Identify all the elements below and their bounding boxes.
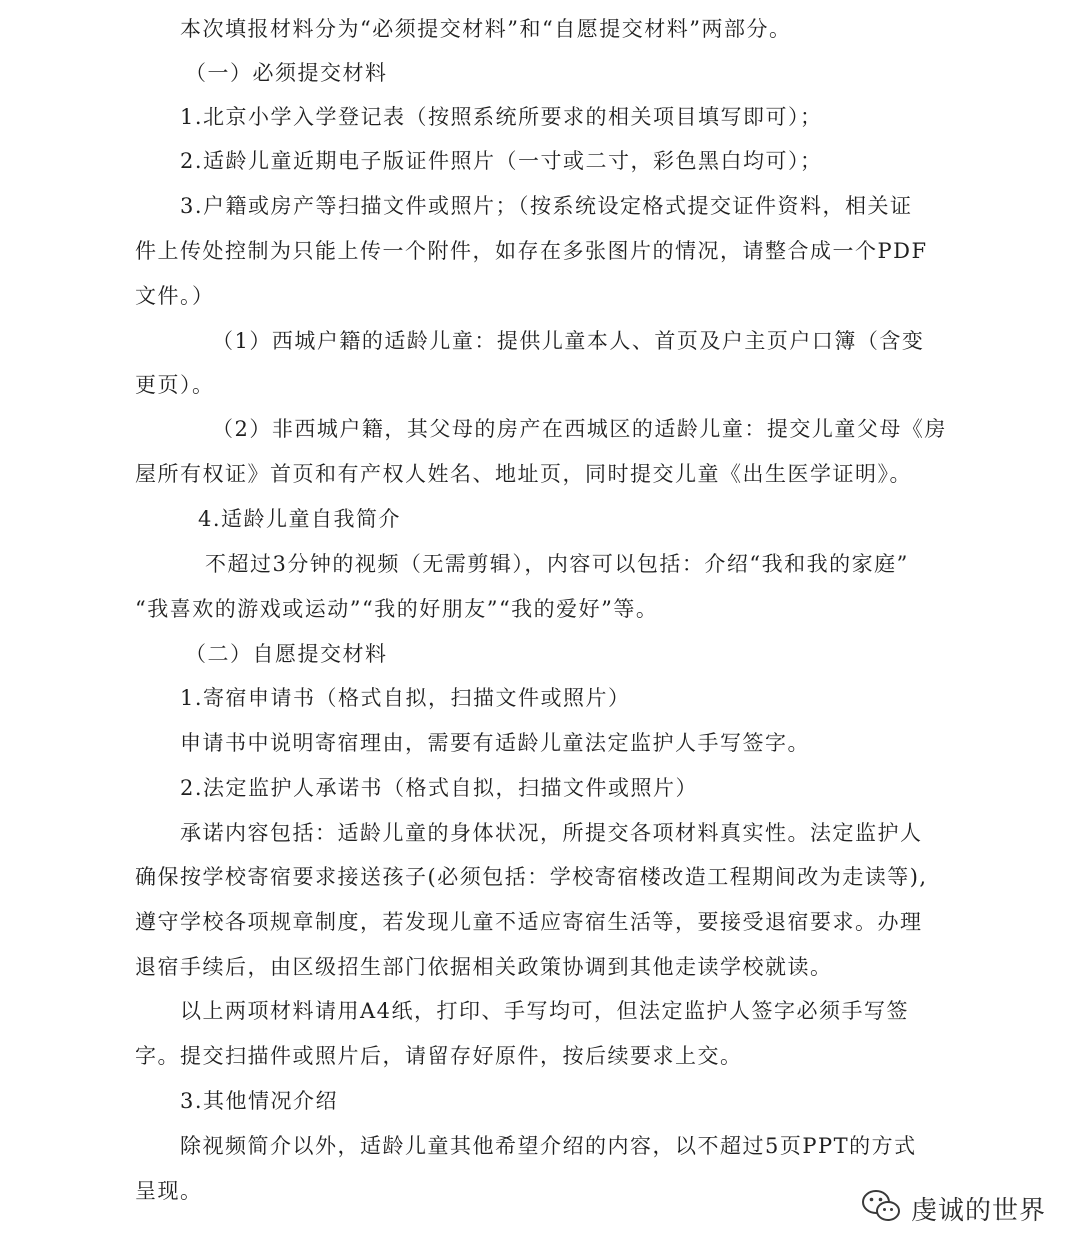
- item-2-photo: 2.适龄儿童近期电子版证件照片（一寸或二寸，彩色黑白均可）；: [180, 149, 823, 173]
- item-3-line-2: 件上传处控制为只能上传一个附件，如存在多张图片的情况，请整合成一个PDF: [135, 239, 928, 263]
- voluntary-item-2-line-1: 承诺内容包括：适龄儿童的身体状况，所提交各项材料真实性。法定监护人: [180, 821, 923, 845]
- a4-note-line-2: 字。提交扫描件或照片后，请留存好原件，按后续要求上交。: [135, 1044, 743, 1068]
- sub-item-2-line-1: （2）非西城户籍，其父母的房产在西城区的适龄儿童：提交儿童父母《房: [212, 417, 947, 441]
- a4-note-line-1: 以上两项材料请用A4纸，打印、手写均可，但法定监护人签字必须手写签: [180, 999, 910, 1023]
- watermark-text: 虔诚的世界: [910, 1195, 1046, 1226]
- intro-line: 本次填报材料分为“必须提交材料”和“自愿提交材料”两部分。: [180, 17, 792, 41]
- voluntary-item-3-line-2: 呈现。: [135, 1179, 203, 1203]
- item-1-registration-form: 1.北京小学入学登记表（按照系统所要求的相关项目填写即可）；: [180, 105, 823, 129]
- item-4-heading: 4.适龄儿童自我简介: [198, 507, 402, 531]
- voluntary-item-2: 2.法定监护人承诺书（格式自拟，扫描文件或照片）: [180, 776, 699, 800]
- voluntary-item-1: 1.寄宿申请书（格式自拟，扫描文件或照片）: [180, 686, 631, 710]
- item-4-line-1: 不超过3分钟的视频（无需剪辑），内容可以包括：介绍“我和我的家庭”: [205, 552, 909, 576]
- section-heading-voluntary: （二）自愿提交材料: [185, 642, 388, 666]
- item-3-line-3: 文件。）: [135, 284, 215, 308]
- item-3-line-1: 3.户籍或房产等扫描文件或照片；（按系统设定格式提交证件资料，相关证: [180, 194, 913, 218]
- voluntary-item-3-line-1: 除视频简介以外，适龄儿童其他希望介绍的内容，以不超过5页PPT的方式: [180, 1134, 917, 1158]
- voluntary-item-3: 3.其他情况介绍: [180, 1089, 339, 1113]
- watermark: [861, 1189, 1046, 1227]
- sub-item-2-line-2: 屋所有权证》首页和有产权人姓名、地址页，同时提交儿童《出生医学证明》。: [135, 462, 912, 486]
- section-heading-required: （一）必须提交材料: [185, 61, 388, 85]
- voluntary-item-2-line-2: 确保按学校寄宿要求接送孩子(必须包括：学校寄宿楼改造工程期间改为走读等),: [135, 865, 928, 889]
- voluntary-item-2-line-3: 遵守学校各项规章制度，若发现儿童不适应寄宿生活等，要接受退宿要求。办理: [135, 910, 923, 934]
- sub-item-1-line-2: 更页）。: [135, 373, 215, 397]
- sub-item-1-line-1: （1）西城户籍的适龄儿童：提供儿童本人、首页及户主页户口簿（含变: [212, 329, 925, 353]
- item-4-line-2: “我喜欢的游戏或运动”“我的好朋友”“我的爱好”等。: [135, 597, 659, 621]
- voluntary-item-2-line-4: 退宿手续后，由区级招生部门依据相关政策协调到其他走读学校就读。: [135, 955, 833, 979]
- voluntary-item-1-desc: 申请书中说明寄宿理由，需要有适龄儿童法定监护人手写签字。: [180, 731, 810, 755]
- wechat-icon: [861, 1189, 901, 1227]
